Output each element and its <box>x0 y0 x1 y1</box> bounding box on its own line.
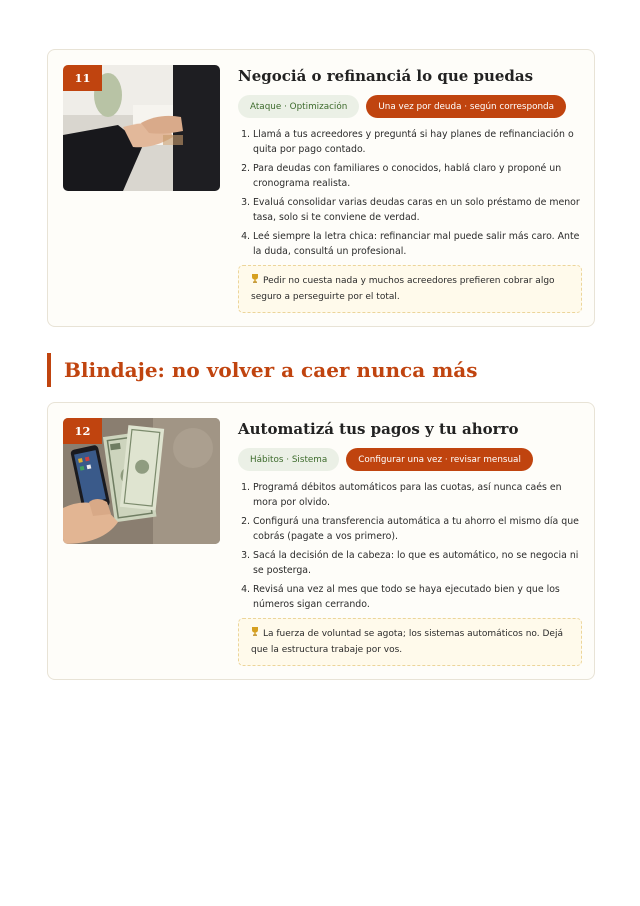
list-item: 3. Evaluá consolidar varias deudas caras en un solo préstamo de menor tasa, solo si te conviene de verdad. <box>253 195 582 225</box>
list-item: 4. Revisá una vez al mes que todo se haya ejecutado bien y que los números sigan cerrando. <box>253 582 582 612</box>
step-list <box>238 127 582 259</box>
section-title: Blindaje: no volver a caer nunca más <box>64 358 478 382</box>
tip-text: La fuerza de voluntad se agota; los sistemas automáticos no. Dejá que la estructura trabaje por vos. <box>251 629 563 655</box>
tag-list <box>238 448 582 471</box>
step-content <box>238 419 582 666</box>
phone-and-dollars-photo <box>63 418 220 544</box>
list-item: 1. Programá débitos automáticos para las cuotas, así nunca caés en mora por olvido. <box>253 480 582 510</box>
step-content <box>238 66 582 313</box>
list-item: 2. Para deudas con familiares o conocidos, hablá claro y proponé un cronograma realista. <box>253 161 582 191</box>
step-number-badge: 12 <box>63 418 102 444</box>
step-card-12 <box>47 402 595 680</box>
frequency-tag: Configurar una vez · revisar mensual <box>346 448 533 471</box>
list-item: 4. Leé siempre la letra chica: refinanciar mal puede salir más caro. Ante la duda, consultá un profesional. <box>253 229 582 259</box>
tip-box <box>238 265 582 313</box>
category-tag: Hábitos · Sistema <box>238 448 339 471</box>
step-title: Automatizá tus pagos y tu ahorro <box>238 420 519 438</box>
trophy-icon <box>251 273 259 289</box>
tip-box <box>238 618 582 666</box>
step-number-badge: 11 <box>63 65 102 91</box>
list-item: 1. Llamá a tus acreedores y preguntá si hay planes de refinanciación o quita por pago contado. <box>253 127 582 157</box>
tip-text: Pedir no cuesta nada y muchos acreedores prefieren cobrar algo seguro a perseguirte por el total. <box>251 276 555 302</box>
category-tag: Ataque · Optimización <box>238 95 359 118</box>
list-item: 2. Configurá una transferencia automática a tu ahorro el mismo día que cobrás (pagate a vos primero). <box>253 514 582 544</box>
section-heading <box>47 353 478 387</box>
frequency-tag: Una vez por deuda · según corresponda <box>366 95 566 118</box>
step-card-11 <box>47 49 595 327</box>
trophy-icon <box>251 626 259 642</box>
tag-list <box>238 95 582 118</box>
step-title: Negociá o refinanciá lo que puedas <box>238 67 534 85</box>
handshake-photo <box>63 65 220 191</box>
step-list <box>238 480 582 612</box>
list-item: 3. Sacá la decisión de la cabeza: lo que es automático, no se negocia ni se posterga. <box>253 548 582 578</box>
